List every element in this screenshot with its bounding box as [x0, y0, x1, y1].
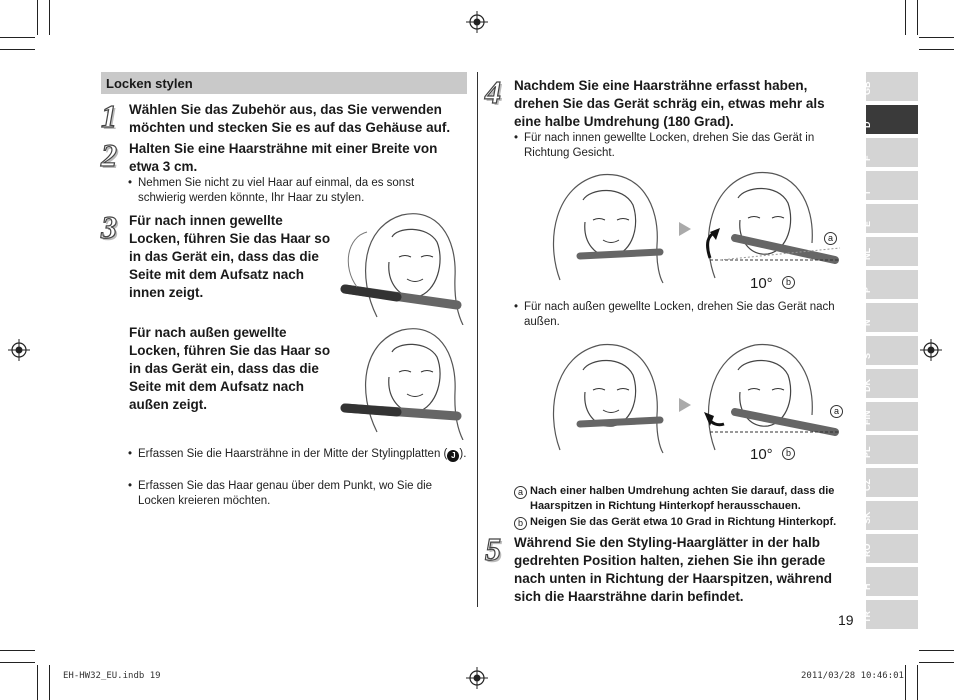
step-3-inner-text: Für nach innen gewellte Locken, führen Sie das Haar so in das Gerät ein, dass das die Seite mit dem Aufsatz nach innen zeigt.: [129, 213, 331, 300]
footer-timestamp: 2011/03/28 10:46:01: [801, 671, 904, 681]
step-2-text: Halten Sie eine Haarsträhne mit einer Breite von etwa 3 cm.: [129, 141, 438, 174]
tab-label: H: [862, 583, 872, 590]
note-b: [514, 515, 880, 530]
crop-mark: [37, 665, 38, 700]
tab-fin[interactable]: [862, 402, 918, 431]
tab-label: TR: [862, 611, 872, 623]
callout-a: a: [514, 486, 527, 499]
callout-a: a: [824, 232, 837, 245]
tab-label: SK: [862, 511, 872, 524]
tab-f[interactable]: [862, 138, 918, 167]
step-4-bullet-2: • Für nach außen gewellte Locken, drehen Sie das Gerät nach außen.: [514, 300, 864, 330]
tab-label: S: [862, 352, 872, 359]
crop-mark: [919, 49, 954, 50]
note-a: [514, 484, 865, 514]
tab-label: PL: [862, 446, 872, 458]
arrow-right-icon: [679, 398, 691, 412]
illustration-grip-front: [545, 170, 665, 285]
step-3-bullet-1: [128, 447, 468, 462]
tab-label: FIN: [862, 410, 872, 425]
note-a-text: Nach einer halben Umdrehung achten Sie darauf, dass die Haarspitzen in Richtung Hinterkopf herausschauen.: [530, 485, 835, 512]
tab-e[interactable]: [862, 204, 918, 233]
angle-label: 10°: [750, 275, 773, 292]
arrow-right-icon: [679, 222, 691, 236]
tab-d[interactable]: [862, 105, 918, 134]
crop-mark: [919, 37, 954, 38]
plate-j-icon: J: [447, 450, 459, 462]
crop-mark: [0, 662, 35, 663]
crop-mark: [49, 665, 50, 700]
page-number: 19: [838, 612, 854, 628]
tab-s[interactable]: [862, 336, 918, 365]
footer-file: EH-HW32_EU.indb 19: [63, 671, 161, 681]
illustration-inner-curl: [337, 207, 464, 325]
crop-mark: [905, 665, 906, 700]
illustration-outer-curl: [337, 322, 464, 440]
step-4-bullet-1: • Für nach innen gewellte Locken, drehen Sie das Gerät in Richtung Gesicht.: [514, 131, 844, 161]
step-3-bullet-2: • Erfassen Sie das Haar genau über dem Punkt, wo Sie die Locken kreieren möchten.: [128, 479, 468, 509]
crop-mark: [917, 0, 918, 35]
crop-mark: [905, 0, 906, 35]
tab-nl[interactable]: [862, 237, 918, 266]
tab-label: CZ: [862, 479, 872, 491]
crop-mark: [0, 49, 35, 50]
registration-mark-icon: [466, 11, 488, 33]
callout-b: b: [782, 447, 795, 460]
tab-p[interactable]: [862, 270, 918, 299]
crop-mark: [0, 650, 35, 651]
step-number: 3: [101, 209, 117, 245]
step-number: 2: [101, 137, 117, 173]
crop-mark: [917, 665, 918, 700]
bullet-text: Erfassen Sie die Haarsträhne in der Mitte der Stylingplatten (: [138, 448, 448, 460]
callout-b: b: [514, 517, 527, 530]
step-number: 4: [485, 74, 501, 110]
tab-label: DK: [862, 379, 872, 392]
tab-n[interactable]: [862, 303, 918, 332]
step-number: 5: [485, 531, 501, 567]
tab-label: D: [862, 121, 872, 128]
callout-a: a: [830, 405, 843, 418]
bullet-text: ).: [459, 448, 467, 460]
tab-cz[interactable]: [862, 468, 918, 497]
crop-mark: [49, 0, 50, 35]
registration-mark-icon: [466, 667, 488, 689]
tab-sk[interactable]: [862, 501, 918, 530]
section-header: [101, 72, 467, 94]
note-b-text: Neigen Sie das Gerät etwa 10 Grad in Richtung Hinterkopf.: [530, 516, 837, 528]
crop-mark: [919, 662, 954, 663]
angle-label: 10°: [750, 446, 773, 463]
crop-mark: [919, 650, 954, 651]
step-number: 1: [101, 98, 117, 134]
tab-pl[interactable]: [862, 435, 918, 464]
registration-mark-icon: [8, 339, 30, 361]
illustration-grip-front-2: [545, 340, 665, 455]
tab-tr[interactable]: [862, 600, 918, 629]
tab-label: F: [862, 155, 872, 161]
tab-label: N: [862, 319, 872, 326]
tab-dk[interactable]: [862, 369, 918, 398]
step-5-text: Während Sie den Styling-Haarglätter in der halb gedrehten Position halten, ziehen Sie ihn gerade nach unten in Richtung der Haarspitzen, während sich die Haarsträhne darin befindet.: [514, 535, 833, 604]
tab-label: I: [862, 191, 872, 194]
illustration-rotate-inward: [700, 168, 845, 288]
step-1-text: Wählen Sie das Zubehör aus, das Sie verwenden möchten und stecken Sie es auf das Gehäuse auf.: [129, 102, 451, 135]
registration-mark-icon: [920, 339, 942, 361]
tab-label: GB: [862, 81, 872, 95]
illustration-rotate-outward: [700, 340, 845, 460]
column-divider: [477, 72, 478, 607]
crop-mark: [37, 0, 38, 35]
crop-mark: [0, 37, 35, 38]
tab-h[interactable]: [862, 567, 918, 596]
tab-label: RO: [862, 543, 872, 557]
tab-label: P: [862, 286, 872, 293]
callout-b: b: [782, 276, 795, 289]
step-4-text: Nachdem Sie eine Haarsträhne erfasst haben, drehen Sie das Gerät schräg ein, etwas mehr als eine halbe Umdrehung (180 Grad).: [514, 78, 825, 129]
step-3-outer-text: Für nach außen gewellte Locken, führen Sie das Haar so in das Gerät ein, dass das die Seite mit dem Aufsatz nach außen zeigt.: [129, 325, 331, 412]
section-title: Locken stylen: [106, 76, 193, 91]
tab-label: NL: [862, 248, 872, 260]
tab-ro[interactable]: [862, 534, 918, 563]
tab-label: E: [862, 220, 872, 227]
step-2-bullet: • Nehmen Sie nicht zu viel Haar auf einmal, da es sonst schwierig werden könnte, Ihr Haar zu stylen.: [128, 176, 463, 206]
tab-gb[interactable]: [862, 72, 918, 101]
tab-i[interactable]: [862, 171, 918, 200]
